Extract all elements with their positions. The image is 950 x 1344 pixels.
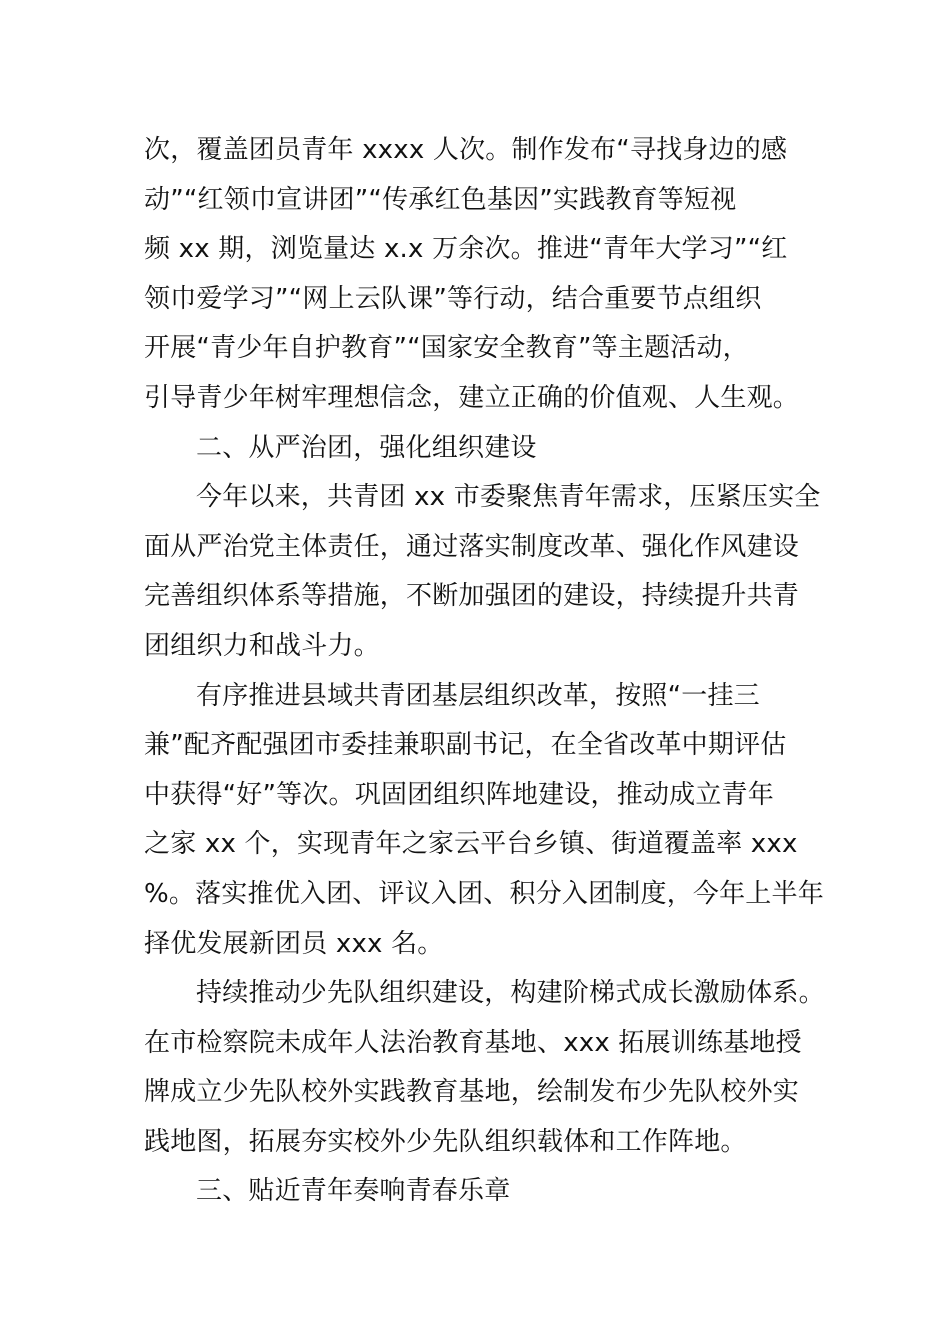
text-line: 今年以来，共青团 xx 市委聚焦青年需求，压紧压实全 (196, 482, 821, 513)
text-line: 开展“青少年自护教育”“国家安全教育”等主题活动， (144, 333, 749, 364)
text-line: 动”“红领巾宣讲团”“传承红色基因”实践教育等短视 (144, 184, 737, 215)
text-line: 次，覆盖团员青年 xxxx 人次。制作发布“寻找身边的感 (144, 135, 788, 165)
document-body (144, 126, 825, 1217)
text-line: 完善组织体系等措施，不断加强团的建设，持续提升共青 (144, 581, 800, 612)
text-line: 团组织力和战斗力。 (144, 630, 380, 661)
text-line: 中获得“好”等次。巩固团组织阵地建设，推动成立青年 (144, 779, 774, 810)
text-line: 有序推进县域共青团基层组织改革，按照“一挂三 (196, 680, 760, 711)
text-line: 引导青少年树牢理想信念，建立正确的价值观、人生观。 (144, 382, 800, 413)
text-line: 择优发展新团员 xxx 名。 (144, 928, 444, 959)
text-line: %。落实推优入团、评议入团、积分入团制度，今年上半年 (144, 878, 824, 909)
text-line: 持续推动少先队组织建设，构建阶梯式成长激励体系。 (196, 978, 825, 1009)
text-line: 兼”配齐配强团市委挂兼职副书记，在全省改革中期评估 (144, 730, 787, 761)
text-line: 频 xx 期，浏览量达 x.x 万余次。推进“青年大学习”“红 (144, 234, 788, 265)
text-line: 面从严治党主体责任，通过落实制度改革、强化作风建设 (144, 531, 800, 562)
text-line: 在市检察院未成年人法治教育基地、xxx 拓展训练基地授 (144, 1027, 802, 1058)
text-line: 领巾爱学习”“网上云队课”等行动，结合重要节点组织 (144, 283, 762, 314)
text-line: 二、从严治团，强化组织建设 (196, 432, 537, 463)
text-line: 之家 xx 个，实现青年之家云平台乡镇、街道覆盖率 xxx (144, 829, 798, 860)
text-line: 践地图，拓展夯实校外少先队组织载体和工作阵地。 (144, 1126, 747, 1157)
text-line: 三、贴近青年奏响青春乐章 (196, 1176, 511, 1207)
text-line: 牌成立少先队校外实践教育基地，绘制发布少先队校外实 (144, 1077, 800, 1108)
